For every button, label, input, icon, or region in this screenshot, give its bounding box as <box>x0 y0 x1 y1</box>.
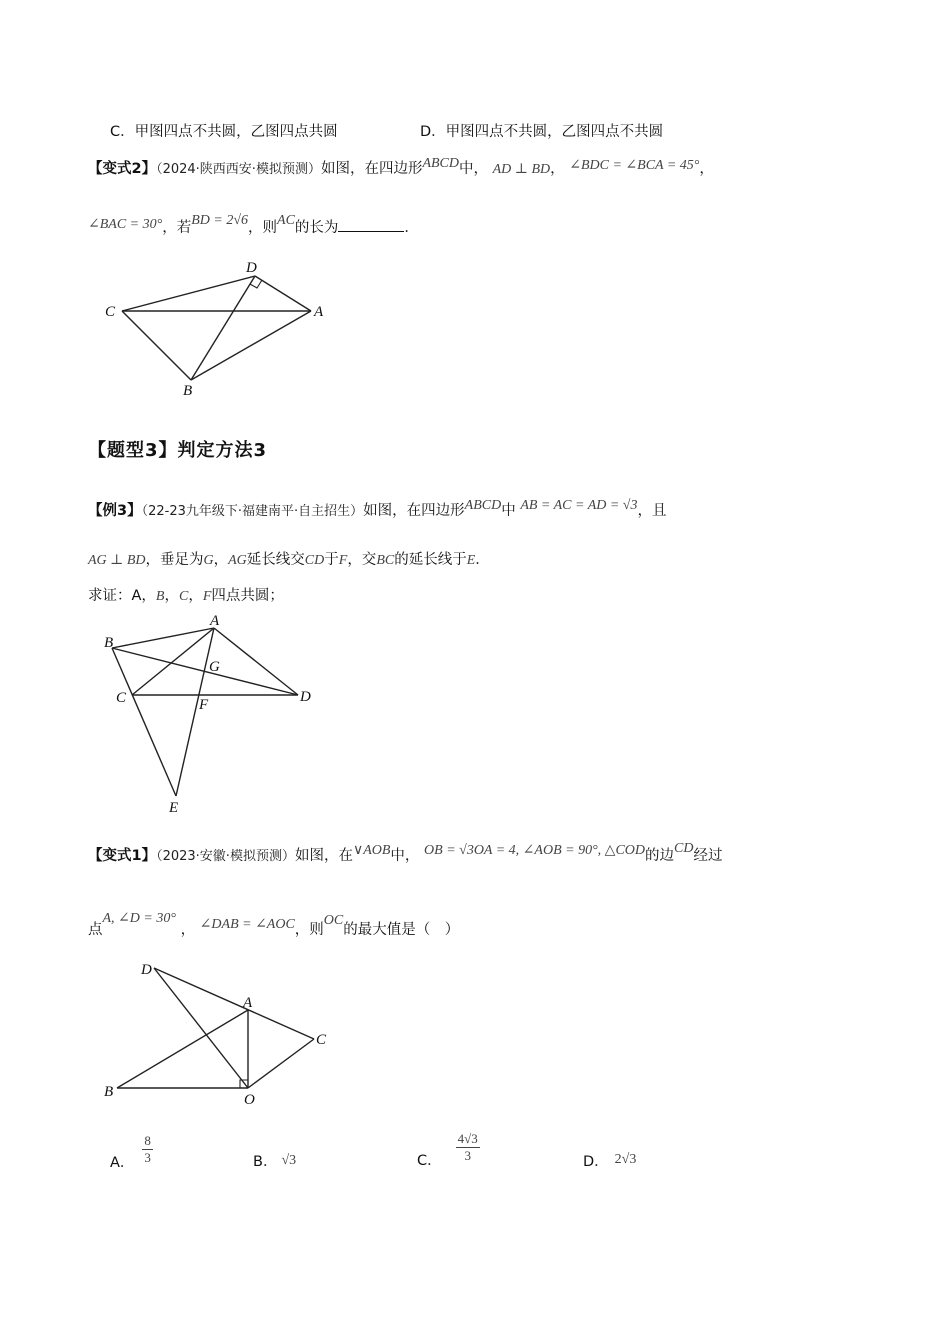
edge-ae <box>176 628 214 796</box>
edge-ba <box>117 1010 248 1088</box>
option-b-label: B． <box>253 1154 278 1170</box>
label-a: A <box>243 995 253 1011</box>
edge-oc <box>248 1039 314 1088</box>
example3-source: （22-23九年级下·福建南平·自主招生） <box>141 504 364 519</box>
option-d-value: 2√3 <box>614 1152 637 1167</box>
option-d-prev: D．甲图四点不共圆，乙图四点不共圆 <box>420 124 664 140</box>
text: ，则 <box>248 220 278 236</box>
denominator: 3 <box>144 1150 151 1165</box>
option-c-label: C． <box>417 1153 442 1169</box>
text: 的长为 <box>294 220 339 236</box>
math: AB = AC = AD = √3 <box>520 498 638 513</box>
answer-blank[interactable] <box>338 217 404 232</box>
label-d: D <box>141 962 152 978</box>
math: G <box>203 553 214 568</box>
variant1-tag: 【变式1】 <box>88 848 157 864</box>
text: 经过 <box>693 848 723 864</box>
math: AG ⊥ BD <box>88 553 146 568</box>
text: 的最大值是（ ） <box>343 922 460 938</box>
math: ABCD <box>464 498 502 513</box>
label-a: A <box>314 304 324 320</box>
option-b-value: √3 <box>281 1153 297 1168</box>
edge-do <box>154 968 248 1088</box>
label-b: B <box>104 1084 114 1100</box>
math: ∠DAB = ∠AOC <box>199 917 295 932</box>
label-c: C <box>105 304 116 320</box>
math: OC <box>323 913 344 928</box>
variant1-source: （2023·安徽·模拟预测） <box>156 849 295 864</box>
label-a: A <box>210 613 220 629</box>
variant2-tag: 【变式2】 <box>88 161 157 177</box>
example3-line2 <box>88 548 490 569</box>
edge-cd <box>122 276 255 311</box>
math: ∠BDC = ∠BCA = 45° <box>569 158 700 173</box>
text: 如图，在 <box>294 848 353 864</box>
text: ， <box>550 161 565 177</box>
text: 中 <box>501 503 516 519</box>
math: AC <box>277 213 295 228</box>
math: C <box>178 589 189 604</box>
label-c: C <box>316 1032 327 1048</box>
variant2-source: （2024·陕西西安·模拟预测） <box>156 162 321 177</box>
variant1-line2 <box>88 911 460 939</box>
text: 延长线交 <box>246 552 305 568</box>
label-b: B <box>183 383 193 399</box>
math: OB = √3OA = 4, ∠AOB = 90°, △COD <box>424 843 645 858</box>
math: ABCD <box>422 156 460 171</box>
numerator: 4√3 <box>457 1131 478 1146</box>
text: ， <box>213 552 229 568</box>
text: ， <box>164 588 179 604</box>
option-d-label: D． <box>583 1154 609 1170</box>
label-b: B <box>104 635 114 651</box>
denominator: 3 <box>464 1148 471 1163</box>
option-d[interactable] <box>583 1150 636 1171</box>
text: 四点共圆； <box>211 588 284 604</box>
math: F <box>338 553 348 568</box>
math: CD <box>304 553 325 568</box>
text: ，垂足为 <box>145 552 204 568</box>
text: ， <box>699 161 714 177</box>
option-c[interactable] <box>417 1125 480 1170</box>
text: ，则 <box>294 922 324 938</box>
math: BD = 2√6 <box>191 213 249 228</box>
variant2-line2 <box>88 213 419 237</box>
edge-be <box>112 648 176 796</box>
example3-prove <box>88 584 284 605</box>
variant2-figure <box>95 255 340 400</box>
math: ∠BAC = 30° <box>88 217 163 232</box>
text: ，若 <box>162 220 192 236</box>
math: A, ∠D = 30° <box>102 911 176 926</box>
text: 求证：A， <box>88 588 156 604</box>
text: 点 <box>88 922 103 938</box>
label-e: E <box>169 800 179 816</box>
math: AG <box>228 553 247 568</box>
math: CD <box>674 841 694 856</box>
edge-ba <box>191 311 311 380</box>
text: ， <box>180 922 196 938</box>
math: BC <box>376 553 395 568</box>
option-a-label: A． <box>110 1155 135 1171</box>
section3-title: 【题型3】判定方法3 <box>88 440 268 461</box>
edge-cb <box>122 311 191 380</box>
text: 于 <box>324 552 339 568</box>
text: ，交 <box>347 552 377 568</box>
label-c: C <box>116 690 127 706</box>
variant2-line1 <box>88 157 714 178</box>
text: ． <box>404 220 419 236</box>
math: F <box>202 589 212 604</box>
label-o: O <box>244 1092 255 1108</box>
option-c-prev: C．甲图四点不共圆，乙图四点共圆 <box>110 124 338 140</box>
math: B <box>155 589 165 604</box>
numerator: 8 <box>144 1133 151 1148</box>
math: AD ⊥ BD <box>492 162 551 177</box>
text: 的延长线于 <box>394 552 467 568</box>
text: 的边 <box>645 848 674 864</box>
label-g: G <box>209 659 220 675</box>
text: 中， <box>459 161 489 177</box>
text: 如图，在四边形 <box>363 503 465 519</box>
variant1-line1 <box>88 841 723 865</box>
fraction <box>142 1133 153 1166</box>
edge-dc <box>154 968 314 1039</box>
example3-figure <box>95 612 335 817</box>
example3-tag: 【例3】 <box>88 503 142 519</box>
text: 中， <box>390 848 420 864</box>
edge-da <box>255 276 311 311</box>
variant1-figure <box>95 955 340 1110</box>
text: 如图，在四边形 <box>320 161 423 177</box>
example3-line1 <box>88 499 667 520</box>
fraction <box>456 1131 480 1164</box>
edge-bd <box>191 276 255 380</box>
option-a[interactable] <box>110 1127 153 1172</box>
math: E <box>466 553 476 568</box>
text: ． <box>475 552 490 568</box>
math: ∨AOB <box>352 843 391 858</box>
option-b[interactable] <box>253 1150 296 1171</box>
text: ，且 <box>637 503 667 519</box>
text: ， <box>188 588 203 604</box>
label-d: D <box>300 689 311 705</box>
label-d: D <box>246 260 257 276</box>
label-f: F <box>199 697 209 713</box>
edge-ba <box>112 628 214 648</box>
